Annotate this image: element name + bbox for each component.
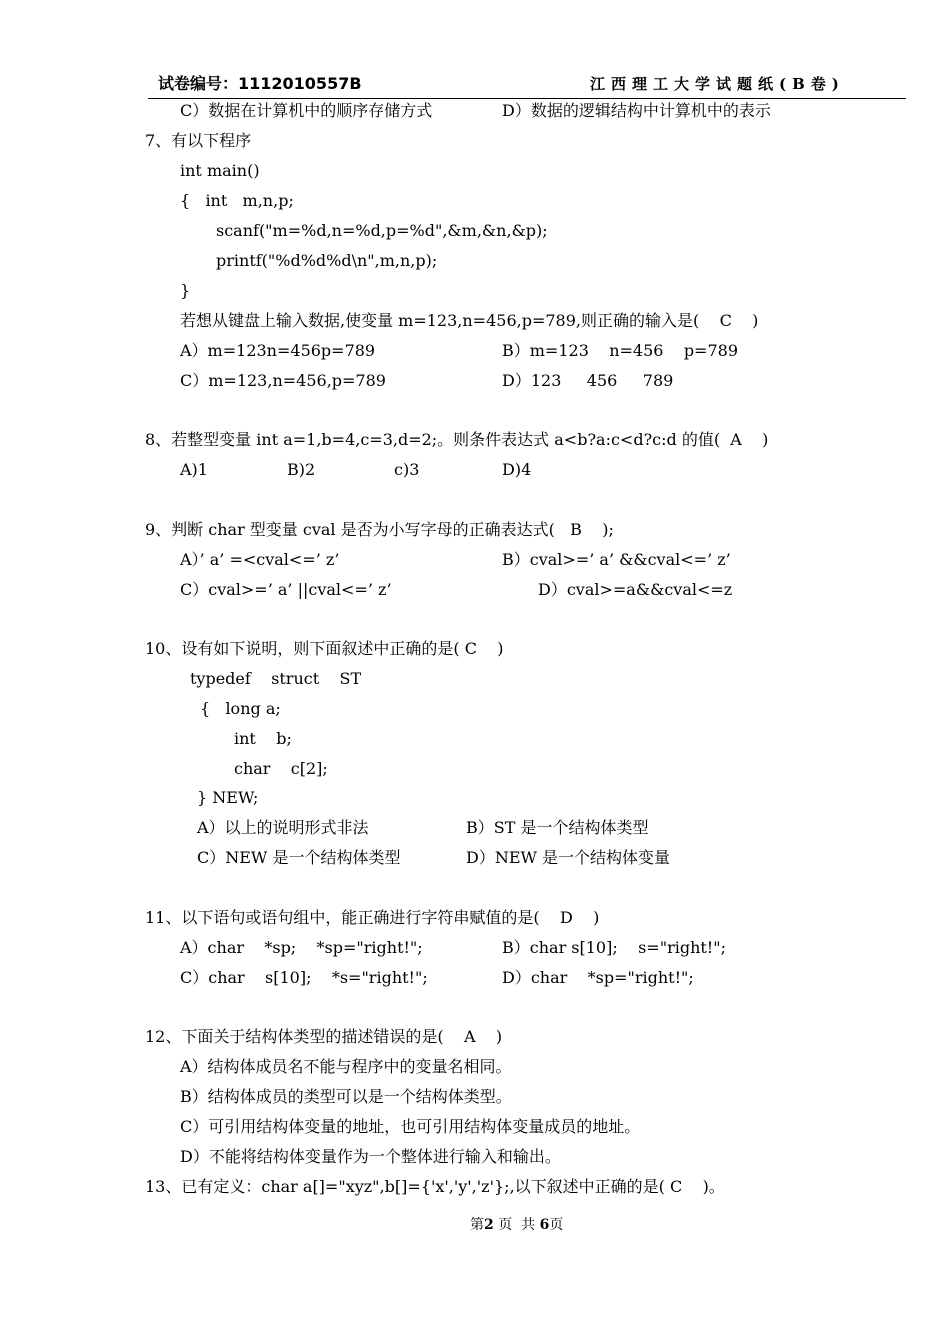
text-line: typedef struct ST xyxy=(190,669,362,688)
text-line: 13、已有定义：char a[]="xyz",b[]={'x','y','z'};,以下叙述中正确的是( C )。 xyxy=(145,1177,725,1196)
header-rule xyxy=(148,98,906,99)
page-footer xyxy=(470,1218,563,1232)
text-line: A)1 xyxy=(180,460,208,479)
text-line: B)2 xyxy=(287,460,316,479)
text-line: D)4 xyxy=(502,460,532,479)
text-line: A）char *sp; *sp="right!"; xyxy=(180,938,423,957)
total-pages: 6 xyxy=(539,1217,550,1233)
text-line: B）m=123 n=456 p=789 xyxy=(502,341,739,360)
text-line: D）123 456 789 xyxy=(502,371,674,390)
text-line: int b; xyxy=(234,729,292,748)
text-line: 11、以下语句或语句组中，能正确进行字符串赋值的是( D ) xyxy=(145,908,600,927)
text-line: A）以上的说明形式非法 xyxy=(197,818,369,837)
text-line: int main() xyxy=(180,161,260,180)
university-title: 江西理工大学试题纸(B卷) xyxy=(590,75,845,93)
text-line: D）char *sp="right!"; xyxy=(502,968,694,987)
text-line: c)3 xyxy=(394,460,420,479)
text-line: C）可引用结构体变量的地址，也可引用结构体变量成员的地址。 xyxy=(180,1117,641,1136)
text-line: } NEW; xyxy=(197,788,259,807)
text-line: C）m=123,n=456,p=789 xyxy=(180,371,386,390)
text-line: B）ST 是一个结构体类型 xyxy=(466,818,649,837)
text-line: printf("%d%d%d\n",m,n,p); xyxy=(216,251,438,270)
text-line: D）cval>=a&&cval<=z xyxy=(538,580,733,599)
text-line: 若想从键盘上输入数据,使变量 m=123,n=456,p=789,则正确的输入是( C ) xyxy=(180,311,759,330)
text-line: D）NEW 是一个结构体变量 xyxy=(466,848,671,867)
paper-code: 试卷编号：1112010557B xyxy=(158,74,362,93)
text-line: C）数据在计算机中的顺序存储方式 xyxy=(180,101,433,120)
current-page: 2 xyxy=(484,1217,494,1233)
text-line: 10、设有如下说明，则下面叙述中正确的是( C ) xyxy=(145,639,504,658)
text-line: C）char s[10]; *s="right!"; xyxy=(180,968,428,987)
text-line: B）cval>=’ a’ &&cval<=’ z’ xyxy=(502,550,731,569)
footer-middle: 页 共 xyxy=(493,1217,540,1233)
text-line: } xyxy=(180,281,191,300)
text-line: C）NEW 是一个结构体类型 xyxy=(197,848,401,867)
text-line: D）数据的逻辑结构中计算机中的表示 xyxy=(502,101,771,120)
text-line: B）结构体成员的类型可以是一个结构体类型。 xyxy=(180,1087,512,1106)
footer-suffix: 页 xyxy=(549,1217,564,1233)
text-line: 8、若整型变量 int a=1,b=4,c=3,d=2;。则条件表达式 a<b?a:c<d?c:d 的值( A ) xyxy=(145,430,769,449)
text-line: D）不能将结构体变量作为一个整体进行输入和输出。 xyxy=(180,1147,561,1166)
text-line: 7、有以下程序 xyxy=(145,131,252,150)
text-line: A）m=123n=456p=789 xyxy=(180,341,376,360)
text-line: { int m,n,p; xyxy=(180,191,294,210)
text-line: C）cval>=’ a’ ||cval<=’ z’ xyxy=(180,580,392,599)
text-line: scanf("m=%d,n=%d,p=%d",&m,&n,&p); xyxy=(216,221,548,240)
text-line: char c[2]; xyxy=(234,759,328,778)
text-line: A）’ a’ =<cval<=’ z’ xyxy=(180,550,340,569)
text-line: B）char s[10]; s="right!"; xyxy=(502,938,726,957)
text-line: { long a; xyxy=(200,699,281,718)
footer-prefix: 第 xyxy=(470,1217,484,1233)
text-line: 9、判断 char 型变量 cval 是否为小写字母的正确表达式( B ); xyxy=(145,520,614,539)
text-line: A）结构体成员名不能与程序中的变量名相同。 xyxy=(180,1057,512,1076)
text-line: 12、下面关于结构体类型的描述错误的是( A ) xyxy=(145,1027,503,1046)
